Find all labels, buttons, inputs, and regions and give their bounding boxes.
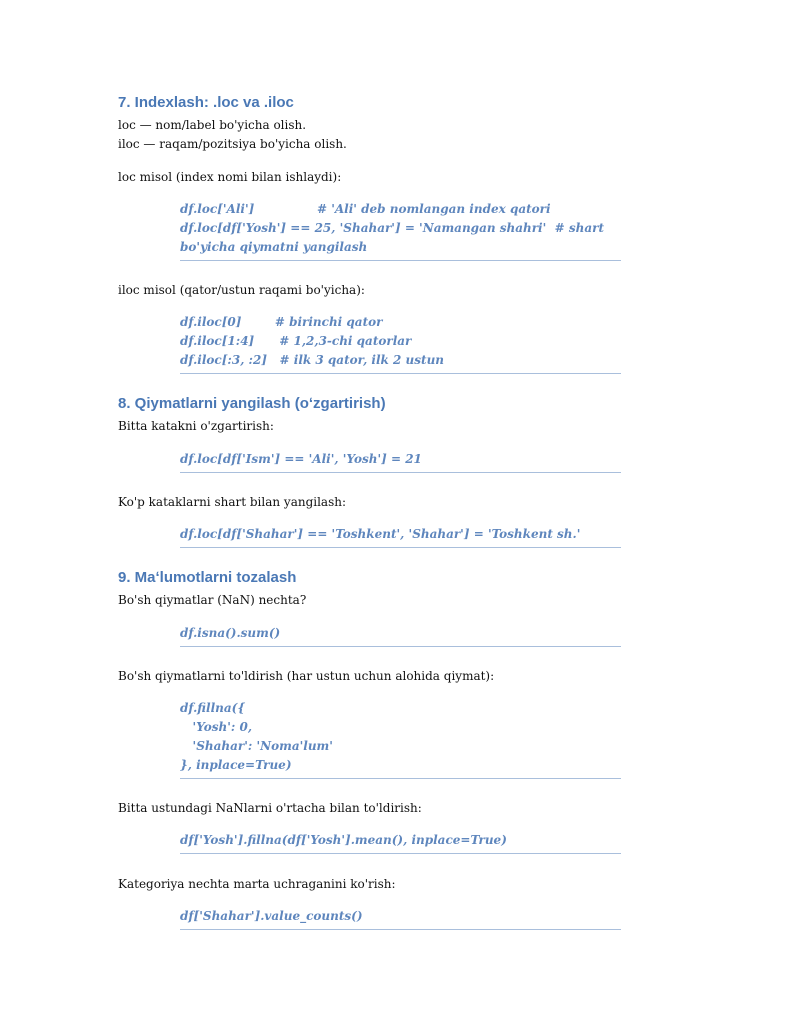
value-counts-code-block bbox=[180, 907, 621, 930]
mean-fill-code-block bbox=[180, 831, 621, 854]
section-8-heading: 8. Qiymatlarni yangilash (oʻzgartirish) bbox=[118, 395, 386, 412]
code-underline bbox=[180, 260, 621, 261]
code-line: df['Shahar'].value_counts() bbox=[180, 909, 363, 923]
iloc-code-block bbox=[180, 313, 621, 374]
code-underline bbox=[180, 929, 621, 930]
multi-cell-code-block bbox=[180, 525, 621, 548]
code-underline bbox=[180, 778, 621, 779]
code-line: df.fillna({ bbox=[180, 701, 246, 715]
loc-description: loc — nom/label bo'yicha olish. bbox=[118, 118, 307, 132]
code-line: df['Yosh'].fillna(df['Yosh'].mean(), inplace=True) bbox=[180, 833, 507, 847]
fillna-intro: Bo'sh qiymatlarni to'ldirish (har ustun uchun alohida qiymat): bbox=[118, 669, 495, 683]
single-cell-code-block bbox=[180, 450, 621, 473]
iloc-description: iloc — raqam/pozitsiya bo'yicha olish. bbox=[118, 137, 347, 151]
loc-example-intro: loc misol (index nomi bilan ishlaydi): bbox=[118, 170, 342, 184]
single-cell-intro: Bitta katakni o'zgartirish: bbox=[118, 419, 274, 433]
code-line: df.iloc[1:4] # 1,2,3-chi qatorlar bbox=[180, 334, 412, 348]
mean-fill-intro: Bitta ustundagi NaNlarni o'rtacha bilan to'ldirish: bbox=[118, 801, 422, 815]
code-line: df.iloc[:3, :2] # ilk 3 qator, ilk 2 ustun bbox=[180, 353, 445, 367]
code-line: }, inplace=True) bbox=[180, 758, 292, 772]
section-7-heading: 7. Indexlash: .loc va .iloc bbox=[118, 94, 294, 111]
code-line: df.loc[df['Shahar'] == 'Toshkent', 'Shahar'] = 'Toshkent sh.' bbox=[180, 527, 581, 541]
value-counts-intro: Kategoriya nechta marta uchraganini ko'rish: bbox=[118, 877, 396, 891]
code-underline bbox=[180, 547, 621, 548]
code-line: 'Yosh': 0, bbox=[180, 720, 253, 734]
fillna-code-block bbox=[180, 699, 621, 779]
code-underline bbox=[180, 472, 621, 473]
section-9-heading: 9. Maʻlumotlarni tozalash bbox=[118, 569, 297, 586]
code-underline bbox=[180, 373, 621, 374]
iloc-example-intro: iloc misol (qator/ustun raqami bo'yicha): bbox=[118, 283, 365, 297]
nan-count-code-block bbox=[180, 624, 621, 647]
code-line: df.loc[df['Yosh'] == 25, 'Shahar'] = 'Namangan shahri' # shart bbox=[180, 221, 604, 235]
loc-code-block bbox=[180, 200, 621, 261]
multi-cell-intro: Ko'p kataklarni shart bilan yangilash: bbox=[118, 495, 347, 509]
code-line: df.loc[df['Ism'] == 'Ali', 'Yosh'] = 21 bbox=[180, 452, 422, 466]
code-line: df.isna().sum() bbox=[180, 626, 281, 640]
code-line: df.loc['Ali'] # 'Ali' deb nomlangan index qatori bbox=[180, 202, 551, 216]
code-underline bbox=[180, 646, 621, 647]
code-line: df.iloc[0] # birinchi qator bbox=[180, 315, 383, 329]
nan-count-intro: Bo'sh qiymatlar (NaN) nechta? bbox=[118, 593, 307, 607]
code-underline bbox=[180, 853, 621, 854]
code-line: 'Shahar': 'Noma'lum' bbox=[180, 739, 333, 753]
code-line: bo'yicha qiymatni yangilash bbox=[180, 240, 368, 254]
